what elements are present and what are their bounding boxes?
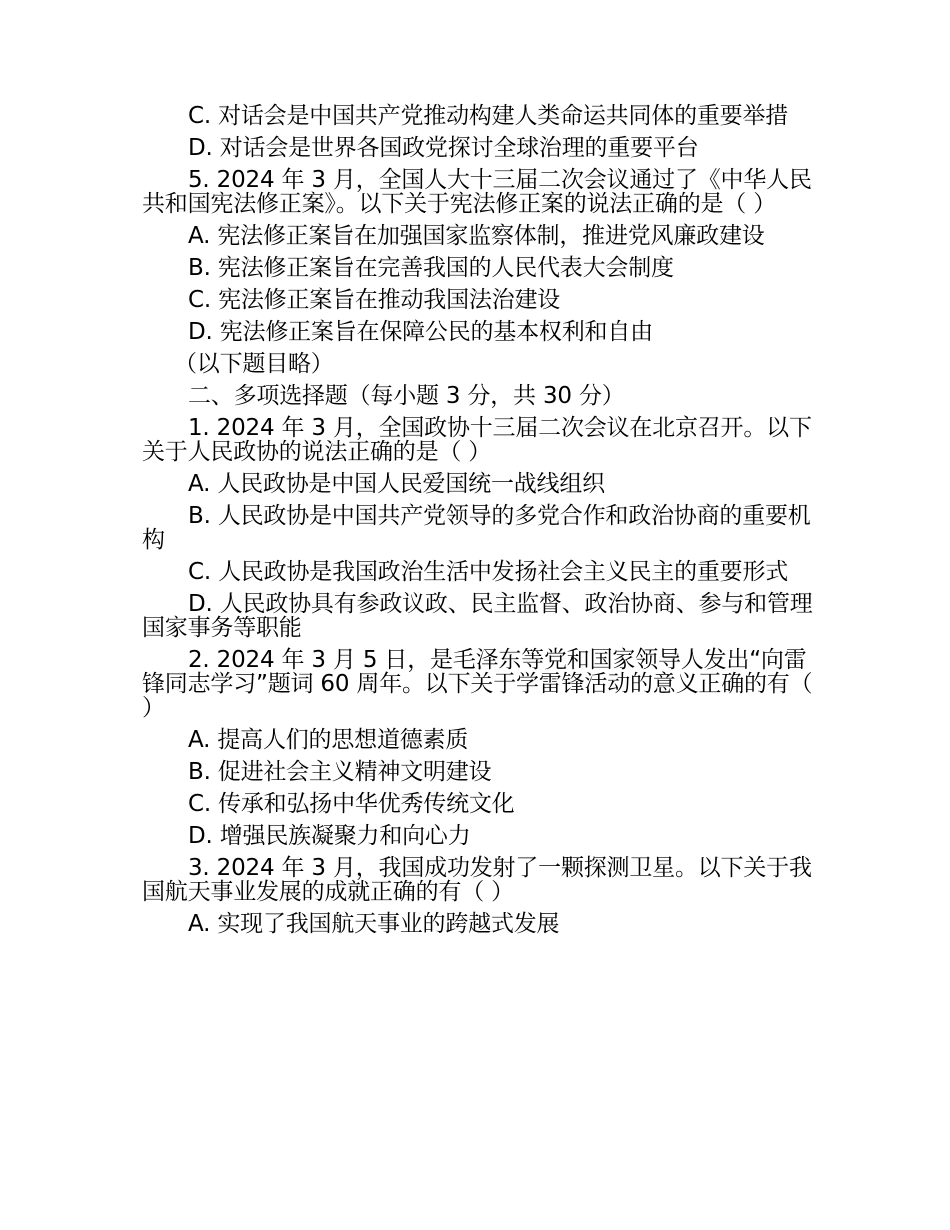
option-5b: B. 宪法修正案旨在完善我国的人民代表大会制度 xyxy=(188,255,674,281)
option-5d: D. 宪法修正案旨在保障公民的基本权利和自由 xyxy=(188,319,653,345)
section-heading-multiple-choice: 二、多项选择题（每小题 3 分，共 30 分） xyxy=(188,383,625,409)
mc-option-1d: D. 人民政协具有参政议政、民主监督、政治协商、参与和管理国家事务等职能 xyxy=(142,591,813,641)
question-5: 5. 2024 年 3 月，全国人大十三届二次会议通过了《中华人民共和国宪法修正案》。以下关于宪法修正案的说法正确的是（ ） xyxy=(142,167,812,217)
option-4d: D. 对话会是世界各国政党探讨全球治理的重要平台 xyxy=(188,135,699,161)
mc-question-1: 1. 2024 年 3 月，全国政协十三届二次会议在北京召开。以下关于人民政协的说法正确的是（ ） xyxy=(142,415,812,465)
mc-option-3a: A. 实现了我国航天事业的跨越式发展 xyxy=(188,911,560,937)
mc-option-1a: A. 人民政协是中国人民爱国统一战线组织 xyxy=(188,471,605,497)
omitted-note: （以下题目略） xyxy=(174,351,334,377)
option-5a: A. 宪法修正案旨在加强国家监察体制，推进党风廉政建设 xyxy=(188,223,765,249)
mc-option-2d: D. 增强民族凝聚力和向心力 xyxy=(188,823,471,849)
document-body xyxy=(142,104,814,944)
mc-option-1c: C. 人民政协是我国政治生活中发扬社会主义民主的重要形式 xyxy=(188,559,789,585)
mc-question-2: 2. 2024 年 3 月 5 日，是毛泽东等党和国家领导人发出“向雷锋同志学习”题词 60 周年。以下关于学雷锋活动的意义正确的有（ ） xyxy=(142,647,813,721)
mc-question-3: 3. 2024 年 3 月，我国成功发射了一颗探测卫星。以下关于我国航天事业发展的成就正确的有（ ） xyxy=(142,855,812,905)
mc-option-1b: B. 人民政协是中国共产党领导的多党合作和政治协商的重要机构 xyxy=(142,503,811,553)
mc-option-2a: A. 提高人们的思想道德素质 xyxy=(188,727,469,753)
mc-option-2c: C. 传承和弘扬中华优秀传统文化 xyxy=(188,791,515,817)
mc-option-2b: B. 促进社会主义精神文明建设 xyxy=(188,759,492,785)
option-4c: C. 对话会是中国共产党推动构建人类命运共同体的重要举措 xyxy=(188,103,789,129)
option-5c: C. 宪法修正案旨在推动我国法治建设 xyxy=(188,287,561,313)
